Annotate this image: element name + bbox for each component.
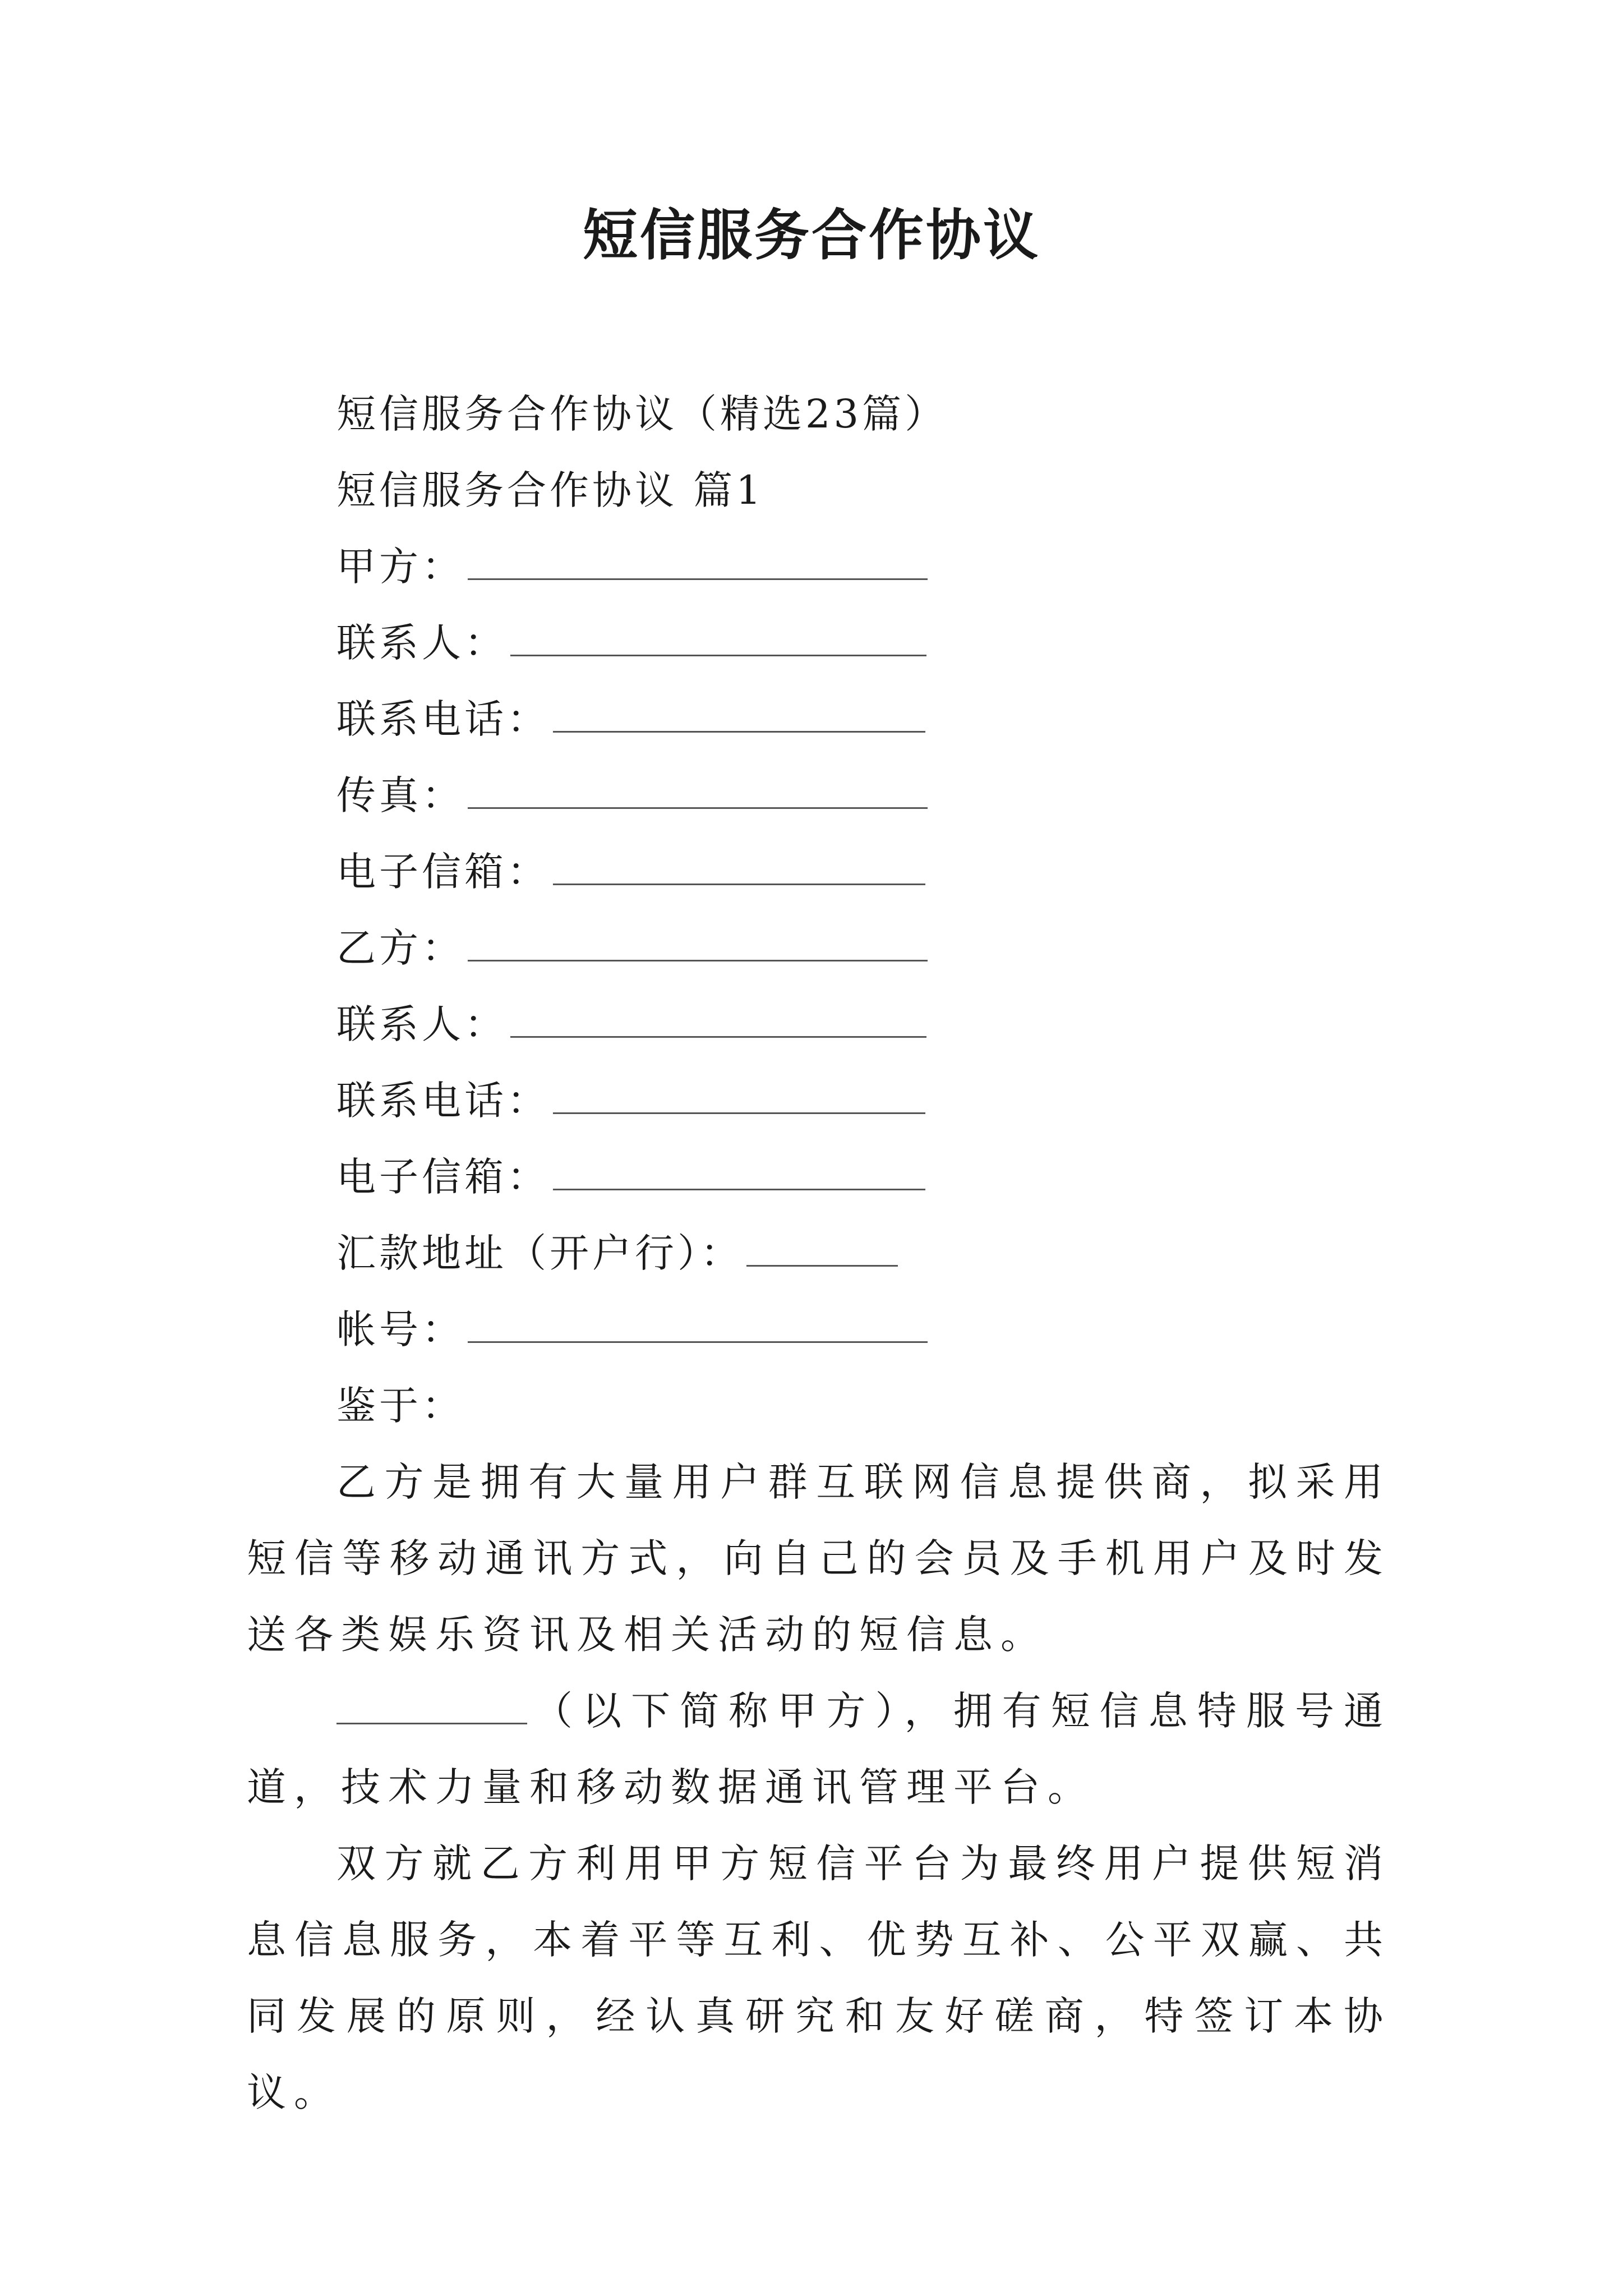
field-label: 联系人：	[336, 1001, 507, 1047]
field-phone-b	[247, 1062, 1391, 1139]
document-title: 短信服务合作协议	[582, 203, 1040, 268]
field-label: 帐号：	[336, 1306, 464, 1352]
field-party-b	[247, 910, 1391, 986]
blank-line	[553, 702, 925, 733]
blank-line	[553, 1159, 925, 1190]
blank-line	[468, 931, 928, 961]
field-contact-b	[247, 986, 1391, 1062]
blank-line	[553, 1083, 925, 1114]
field-label: 甲方：	[336, 544, 464, 590]
field-label: 联系人：	[336, 620, 507, 666]
document-body	[247, 376, 1391, 2131]
paragraph-3: 双方就乙方利用甲方短信平台为最终用户提供短消息信息服务，本着平等互利、优势互补、公平双赢、共同发展的原则，经认真研究和友好磋商，特签订本协议。	[247, 1841, 1391, 2115]
subtitle: 短信服务合作协议（精选23篇）	[336, 391, 948, 437]
field-label: 电子信箱：	[336, 849, 550, 895]
blank-line	[553, 854, 925, 885]
field-account	[247, 1291, 1391, 1368]
field-label: 联系电话：	[336, 1078, 550, 1124]
paragraph-2	[247, 1673, 1391, 1825]
blank-line	[468, 1312, 928, 1343]
blank-line	[336, 1694, 527, 1724]
blank-line	[468, 549, 928, 580]
blank-line	[510, 1007, 926, 1038]
blank-line	[746, 1236, 898, 1267]
field-label: 传真：	[336, 772, 464, 818]
field-email-b	[247, 1139, 1391, 1215]
field-bank-address	[247, 1215, 1391, 1291]
section-heading: 短信服务合作协议 篇1	[336, 467, 764, 513]
paragraph-2-text: （以下简称甲方），拥有短信息特服号通道，技术力量和移动数据通讯管理平台。	[247, 1688, 1391, 1810]
field-label: 汇款地址（开户行）：	[336, 1230, 743, 1276]
field-label: 电子信箱：	[336, 1154, 550, 1200]
blank-line	[510, 625, 926, 656]
whereas-label: 鉴于：	[336, 1383, 464, 1429]
field-phone-a	[247, 681, 1391, 757]
field-contact-a	[247, 605, 1391, 681]
field-label: 联系电话：	[336, 696, 550, 742]
field-party-a	[247, 528, 1391, 605]
blank-line	[468, 778, 928, 809]
field-fax-a	[247, 757, 1391, 834]
field-email-a	[247, 834, 1391, 910]
paragraph-1: 乙方是拥有大量用户群互联网信息提供商，拟采用短信等移动通讯方式，向自己的会员及手机用户及时发送各类娱乐资讯及相关活动的短信息。	[247, 1459, 1391, 1658]
field-label: 乙方：	[336, 925, 464, 971]
